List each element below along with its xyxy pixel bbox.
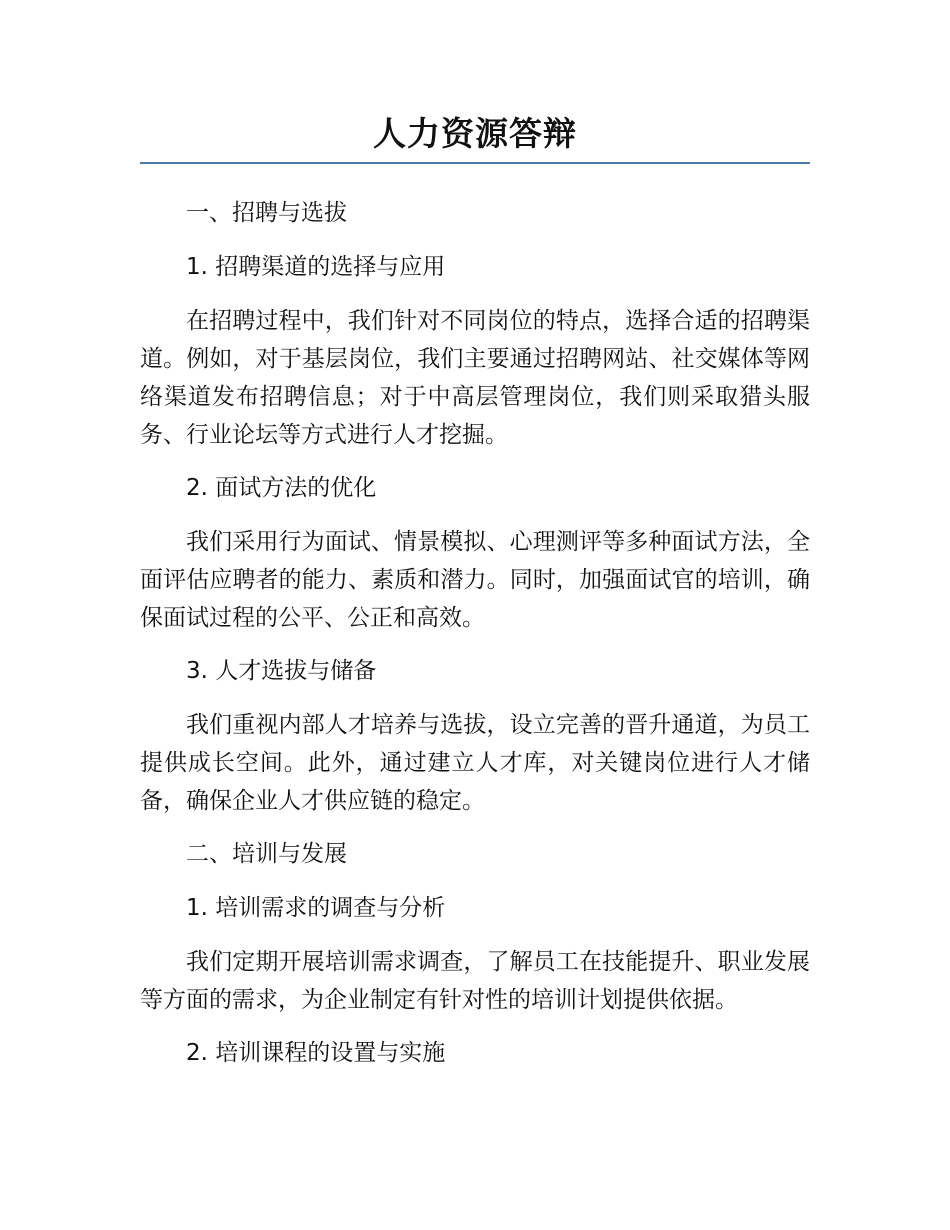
paragraph-interview-methods: 我们采用行为面试、情景模拟、心理测评等多种面试方法，全面评估应聘者的能力、素质和潜力。同时，加强面试官的培训，确保面试过程的公平、公正和高效。 bbox=[140, 529, 810, 631]
subheading-training-needs: 1. 培训需求的调查与分析 bbox=[186, 895, 446, 921]
paragraph-recruitment-channels: 在招聘过程中，我们针对不同岗位的特点，选择合适的招聘渠道。例如，对于基层岗位，我们主要通过招聘网站、社交媒体等网络渠道发布招聘信息；对于中高层管理岗位，我们则采取猎头服务、行业论坛等方式进行人才挖掘。 bbox=[140, 308, 810, 448]
subheading-talent-reserve: 3. 人才选拔与储备 bbox=[186, 658, 377, 684]
subheading-recruitment-channels: 1. 招聘渠道的选择与应用 bbox=[186, 254, 446, 280]
section-heading-recruitment: 一、招聘与选拔 bbox=[186, 200, 347, 226]
document-title: 人力资源答辩 bbox=[373, 114, 577, 153]
title-divider bbox=[140, 162, 810, 164]
paragraph-training-needs: 我们定期开展培训需求调查，了解员工在技能提升、职业发展等方面的需求，为企业制定有针对性的培训计划提供依据。 bbox=[140, 949, 810, 1013]
subheading-training-courses: 2. 培训课程的设置与实施 bbox=[186, 1040, 446, 1066]
paragraph-talent-reserve: 我们重视内部人才培养与选拔，设立完善的晋升通道，为员工提供成长空间。此外，通过建立人才库，对关键岗位进行人才储备，确保企业人才供应链的稳定。 bbox=[140, 712, 810, 814]
subheading-interview-methods: 2. 面试方法的优化 bbox=[186, 475, 377, 501]
section-heading-training: 二、培训与发展 bbox=[186, 841, 347, 867]
